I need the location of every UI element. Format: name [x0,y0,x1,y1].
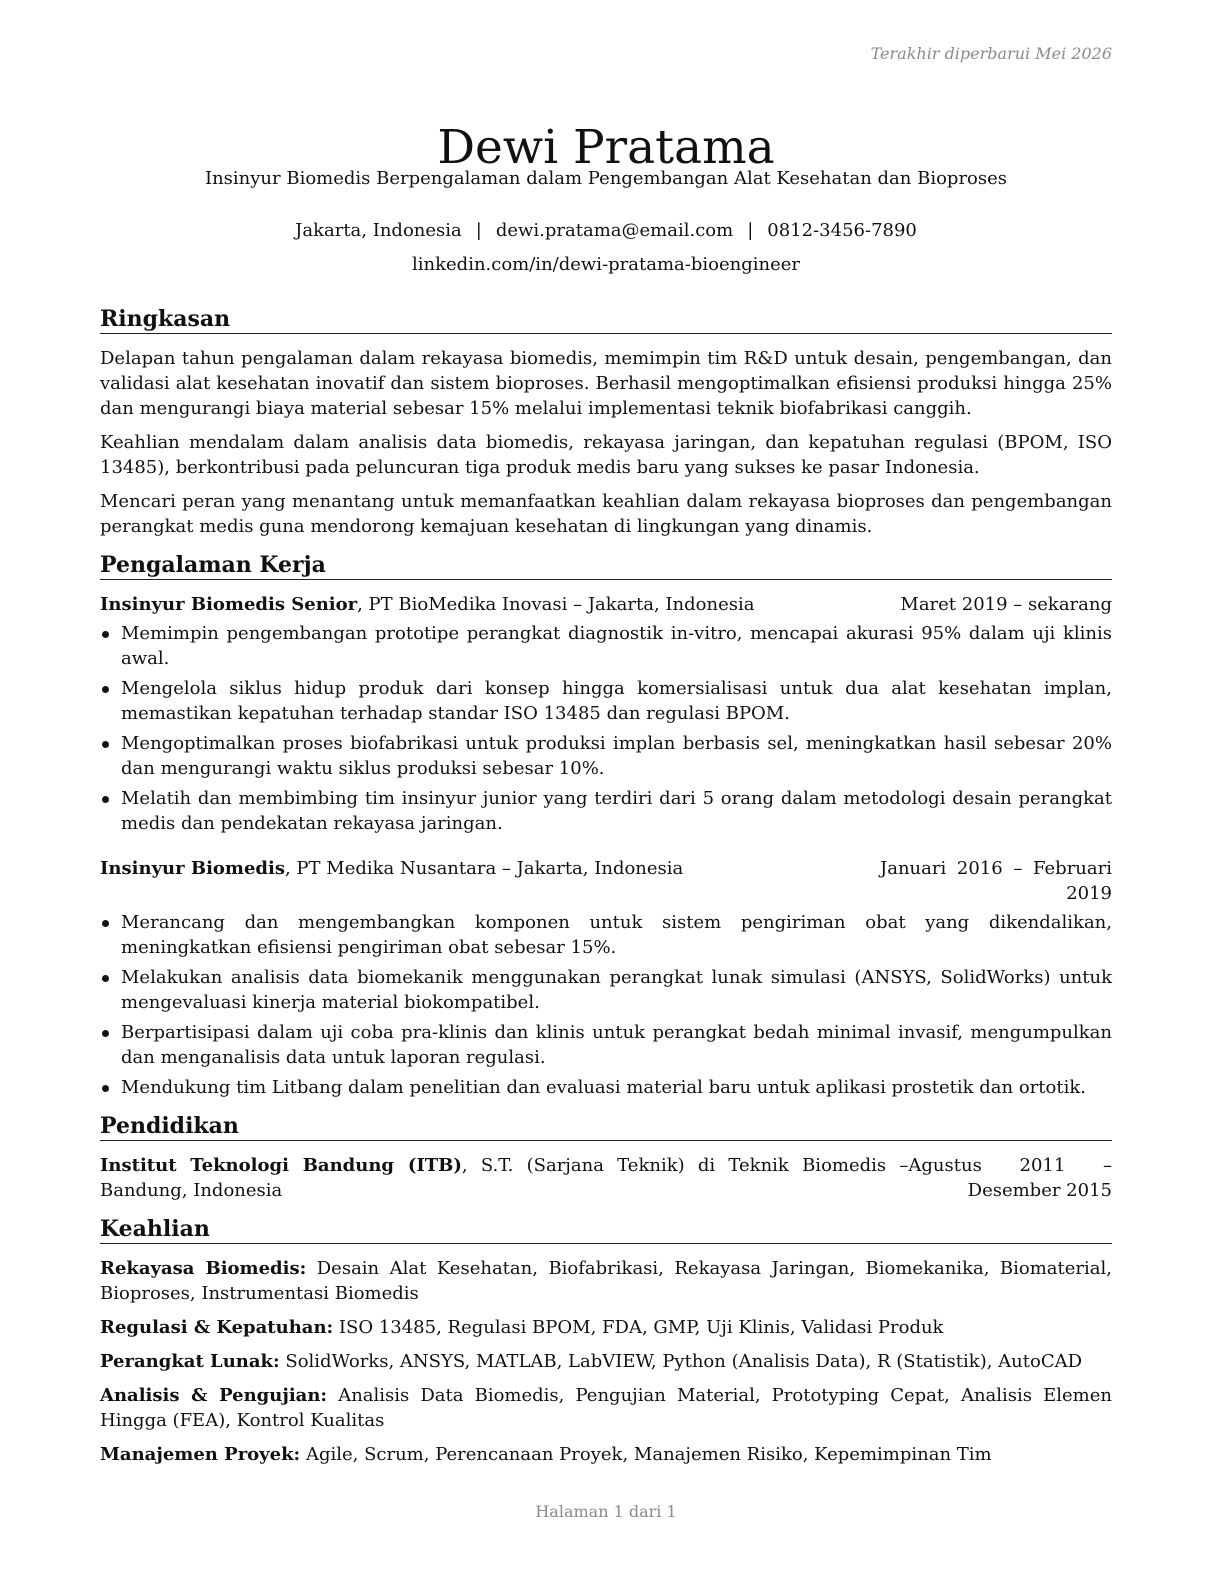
skills-section [100,1215,1112,1467]
linkedin-link[interactable]: linkedin.com/in/dewi-pratama-bioengineer [412,254,800,275]
job-organization: , PT BioMedika Inovasi – Jakarta, Indonesia [357,594,755,615]
bullet-text: Merancang dan mengembangkan komponen untuk sistem pengiriman obat yang dikendalikan, meningkatkan efisiensi pengiriman obat sebesar 15%. [121,912,1112,958]
list-item [100,910,1112,960]
job-title-line [100,592,888,617]
bullet-icon [102,631,109,638]
resume-page [100,0,1112,1584]
contact-phone[interactable]: 0812-3456-7890 [767,220,917,241]
contact-location: Jakarta, Indonesia [295,220,462,241]
contact-separator: | [747,220,754,241]
skill-label: Rekayasa Biomedis: [100,1258,307,1279]
contact-separator: | [475,220,482,241]
job-bullets [100,621,1112,836]
section-title: Ringkasan [100,305,1112,334]
contact-line [100,220,1112,241]
bullet-text: Berpartisipasi dalam uji coba pra-klinis dan klinis untuk perangkat bedah minimal invasif, mengumpulkan dan menganalisis data untuk laporan regulasi. [121,1022,1112,1068]
skill-values: Analisis Data Biomedis, Pengujian Material, Prototyping Cepat, Analisis Elemen Hingga (FEA), Kontrol Kualitas [100,1385,1112,1431]
last-updated-note: Terakhir diperbarui Mei 2026 [870,44,1112,63]
bullet-text: Mendukung tim Litbang dalam penelitian dan evaluasi material baru untuk aplikasi prostetik dan ortotik. [121,1077,1086,1098]
skill-values: ISO 13485, Regulasi BPOM, FDA, GMP, Uji Klinis, Validasi Produk [333,1317,944,1338]
bullet-icon [102,796,109,803]
job-entry [100,856,1112,1100]
skill-label: Analisis & Pengujian: [100,1385,328,1406]
job-role: Insinyur Biomedis Senior [100,594,358,615]
job-title-line [100,856,868,881]
job-role: Insinyur Biomedis [100,858,285,879]
bullet-icon [102,920,109,927]
education-dates: Agustus 2011 – Desember 2015 [908,1155,1112,1201]
skill-values: SolidWorks, ANSYS, MATLAB, LabVIEW, Python (Analisis Data), R (Statistik), AutoCAD [279,1351,1083,1372]
skill-row [100,1315,1112,1340]
job-dates: Januari 2016 – Februari 2019 [880,858,1112,904]
list-item [100,621,1112,671]
list-item [100,786,1112,836]
job-bullets [100,910,1112,1100]
section-title: Pendidikan [100,1112,1112,1141]
job-organization: , PT Medika Nusantara – Jakarta, Indonesia [284,858,684,879]
candidate-name: Dewi Pratama [437,120,775,176]
education-line [100,1153,908,1203]
skill-row [100,1383,1112,1433]
summary-paragraph: Delapan tahun pengalaman dalam rekayasa biomedis, memimpin tim R&D untuk desain, pengembangan, dan validasi alat kesehatan inovatif dan sistem bioproses. Berhasil mengoptimalkan efisiensi produksi hingga 25% dan mengurangi biaya material sebesar 15% melalui implementasi teknik biofabrikasi canggih. [100,348,1112,419]
skill-values: Desain Alat Kesehatan, Biofabrikasi, Rekayasa Jaringan, Biomekanika, Biomaterial, Bioproses, Instrumentasi Biomedis [100,1258,1112,1304]
job-dates: Maret 2019 – sekarang [900,594,1112,615]
page-number: Halaman 1 dari 1 [535,1502,677,1521]
contact-email[interactable]: dewi.pratama@email.com [495,220,734,241]
bullet-text: Mengoptimalkan proses biofabrikasi untuk produksi implan berbasis sel, meningkatkan hasil sebesar 20% dan mengurangi waktu siklus produksi sebesar 10%. [121,733,1112,779]
bullet-text: Memimpin pengembangan prototipe perangkat diagnostik in-vitro, mencapai akurasi 95% dalam uji klinis awal. [121,623,1112,669]
skill-label: Regulasi & Kepatuhan: [100,1317,334,1338]
summary-paragraph: Mencari peran yang menantang untuk memanfaatkan keahlian dalam rekayasa bioproses dan pengembangan perangkat medis guna mendorong kemajuan kesehatan di lingkungan yang dinamis. [100,491,1112,537]
resume-body [100,305,1112,1476]
education-institution: Institut Teknologi Bandung (ITB) [100,1155,462,1176]
education-detail: , S.T. (Sarjana Teknik) di Teknik Biomedis – Bandung, Indonesia [100,1155,909,1201]
list-item [100,1075,1112,1100]
section-title: Keahlian [100,1215,1112,1244]
bullet-icon [102,1030,109,1037]
bullet-text: Melatih dan membimbing tim insinyur junior yang terdiri dari 5 orang dalam metodologi desain perangkat medis dan pendekatan rekayasa jaringan. [121,788,1112,834]
list-item [100,676,1112,726]
bullet-icon [102,686,109,693]
education-section [100,1112,1112,1203]
bullet-text: Mengelola siklus hidup produk dari konsep hingga komersialisasi untuk dua alat kesehatan implan, memastikan kepatuhan terhadap standar ISO 13485 dan regulasi BPOM. [121,678,1112,724]
bullet-text: Melakukan analisis data biomekanik menggunakan perangkat lunak simulasi (ANSYS, SolidWorks) untuk mengevaluasi kinerja material biokompatibel. [121,967,1112,1013]
job-header [100,856,1112,906]
bullet-icon [102,975,109,982]
skill-row [100,1256,1112,1306]
list-item [100,965,1112,1015]
candidate-headline: Insinyur Biomedis Berpengalaman dalam Pengembangan Alat Kesehatan dan Bioproses [204,168,1008,189]
bullet-icon [102,1085,109,1092]
experience-section [100,551,1112,1100]
skill-label: Manajemen Proyek: [100,1444,301,1465]
summary-paragraph: Keahlian mendalam dalam analisis data biomedis, rekayasa jaringan, dan kepatuhan regulasi (BPOM, ISO 13485), berkontribusi pada peluncuran tiga produk medis baru yang sukses ke pasar Indonesia. [100,432,1112,478]
list-item [100,731,1112,781]
section-title: Pengalaman Kerja [100,551,1112,580]
skill-label: Perangkat Lunak: [100,1351,280,1372]
summary-section [100,305,1112,539]
job-header [100,592,1112,617]
list-item [100,1020,1112,1070]
job-entry [100,592,1112,836]
skill-row [100,1442,1112,1467]
skill-values: Agile, Scrum, Perencanaan Proyek, Manajemen Risiko, Kepemimpinan Tim [300,1444,992,1465]
skill-row [100,1349,1112,1374]
education-entry [100,1153,1112,1203]
bullet-icon [102,741,109,748]
